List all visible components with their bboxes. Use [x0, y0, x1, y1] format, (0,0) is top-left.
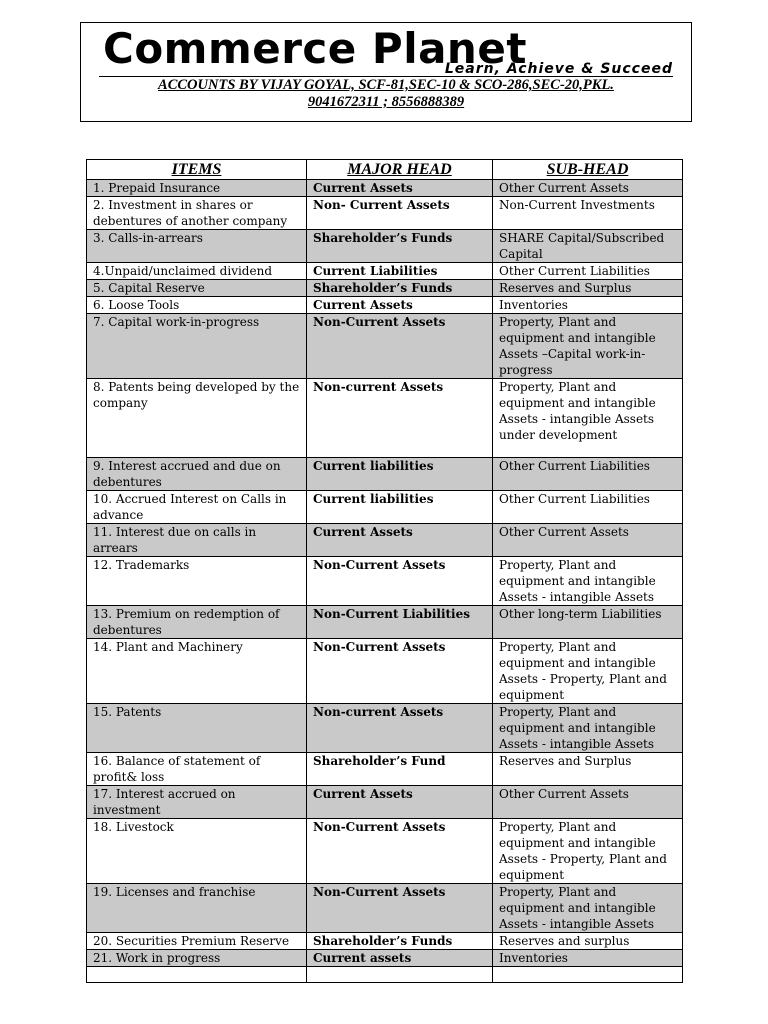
table-row	[87, 704, 683, 753]
cell-sub-head: Other Current Liabilities	[493, 263, 683, 280]
table-row	[87, 197, 683, 230]
table-row	[87, 280, 683, 297]
cell-item: 15. Patents	[87, 704, 307, 753]
table-row	[87, 967, 683, 983]
cell-major-head: Non-Current Assets	[307, 884, 493, 933]
table-row	[87, 950, 683, 967]
table-row	[87, 524, 683, 557]
cell-sub-head: Inventories	[493, 950, 683, 967]
cell-sub-head: Other Current Liabilities	[493, 458, 683, 491]
cell-major-head: Current assets	[307, 950, 493, 967]
cell-sub-head: Property, Plant and equipment and intangible Assets –Capital work-in-progress	[493, 314, 683, 379]
cell-item: 9. Interest accrued and due on debentures	[87, 458, 307, 491]
cell-item: 3. Calls-in-arrears	[87, 230, 307, 263]
cell-major-head: Current Liabilities	[307, 263, 493, 280]
table-row	[87, 297, 683, 314]
phone-line: 9041672311 ; 8556888389	[307, 94, 465, 110]
classification-table	[86, 159, 683, 983]
cell-major-head: Current Assets	[307, 786, 493, 819]
cell-item: 14. Plant and Machinery	[87, 639, 307, 704]
cell-major-head: Current Assets	[307, 297, 493, 314]
cell-major-head: Shareholder’s Fund	[307, 753, 493, 786]
cell-item: 11. Interest due on calls in arrears	[87, 524, 307, 557]
cell-sub-head: Property, Plant and equipment and intangible Assets - intangible Assets	[493, 557, 683, 606]
cell-item: 1. Prepaid Insurance	[87, 180, 307, 197]
cell-item: 5. Capital Reserve	[87, 280, 307, 297]
brand-title: Commerce Planet	[103, 24, 527, 73]
cell-sub-head: Other long-term Liabilities	[493, 606, 683, 639]
cell-major-head: Current Assets	[307, 524, 493, 557]
cell-major-head: Shareholder’s Funds	[307, 280, 493, 297]
cell-item	[87, 967, 307, 983]
cell-item: 12. Trademarks	[87, 557, 307, 606]
table-row	[87, 263, 683, 280]
table-row	[87, 379, 683, 458]
cell-major-head: Current Assets	[307, 180, 493, 197]
cell-major-head: Non-current Assets	[307, 379, 493, 458]
cell-sub-head: Inventories	[493, 297, 683, 314]
cell-item: 2. Investment in shares or debentures of another company	[87, 197, 307, 230]
cell-sub-head: Property, Plant and equipment and intangible Assets - Property, Plant and equipment	[493, 639, 683, 704]
cell-item: 20. Securities Premium Reserve	[87, 933, 307, 950]
cell-major-head: Current liabilities	[307, 458, 493, 491]
cell-sub-head: Other Current Assets	[493, 786, 683, 819]
cell-sub-head: Property, Plant and equipment and intangible Assets - intangible Assets	[493, 704, 683, 753]
cell-major-head: Current liabilities	[307, 491, 493, 524]
table-row	[87, 933, 683, 950]
table-row	[87, 753, 683, 786]
cell-major-head: Non-Current Assets	[307, 819, 493, 884]
table-row	[87, 819, 683, 884]
table-row	[87, 458, 683, 491]
cell-major-head: Shareholder’s Funds	[307, 230, 493, 263]
cell-major-head: Non-Current Assets	[307, 639, 493, 704]
table-row	[87, 230, 683, 263]
table-row	[87, 786, 683, 819]
cell-item: 16. Balance of statement of profit& loss	[87, 753, 307, 786]
table-row	[87, 180, 683, 197]
cell-item: 7. Capital work-in-progress	[87, 314, 307, 379]
cell-major-head: Non-Current Assets	[307, 314, 493, 379]
cell-item: 13. Premium on redemption of debentures	[87, 606, 307, 639]
cell-sub-head: Other Current Assets	[493, 524, 683, 557]
column-header-major-head: MAJOR HEAD	[307, 160, 493, 180]
cell-item: 21. Work in progress	[87, 950, 307, 967]
table-row	[87, 557, 683, 606]
table-row	[87, 491, 683, 524]
address-line: ACCOUNTS BY VIJAY GOYAL, SCF-81,SEC-10 & SCO-286,SEC-20,PKL.	[158, 77, 614, 93]
cell-sub-head: Property, Plant and equipment and intangible Assets - intangible Assets under development	[493, 379, 683, 458]
cell-major-head: Non- Current Assets	[307, 197, 493, 230]
cell-sub-head: Reserves and surplus	[493, 933, 683, 950]
cell-sub-head: SHARE Capital/Subscribed Capital	[493, 230, 683, 263]
cell-item: 8. Patents being developed by the company	[87, 379, 307, 458]
table-row	[87, 314, 683, 379]
table-row	[87, 639, 683, 704]
cell-major-head: Non-Current Assets	[307, 557, 493, 606]
column-header-items: ITEMS	[87, 160, 307, 180]
cell-sub-head: Reserves and Surplus	[493, 753, 683, 786]
letterhead	[80, 22, 692, 122]
cell-sub-head: Non-Current Investments	[493, 197, 683, 230]
cell-major-head: Non-Current Liabilities	[307, 606, 493, 639]
cell-item: 4.Unpaid/unclaimed dividend	[87, 263, 307, 280]
cell-sub-head	[493, 967, 683, 983]
cell-major-head	[307, 967, 493, 983]
cell-sub-head: Property, Plant and equipment and intangible Assets - Property, Plant and equipment	[493, 819, 683, 884]
cell-item: 17. Interest accrued on investment	[87, 786, 307, 819]
cell-item: 6. Loose Tools	[87, 297, 307, 314]
table-header-row	[87, 160, 683, 180]
cell-sub-head: Property, Plant and equipment and intangible Assets - intangible Assets	[493, 884, 683, 933]
cell-sub-head: Other Current Liabilities	[493, 491, 683, 524]
cell-item: 10. Accrued Interest on Calls in advance	[87, 491, 307, 524]
table-row	[87, 606, 683, 639]
cell-item: 18. Livestock	[87, 819, 307, 884]
cell-sub-head: Other Current Assets	[493, 180, 683, 197]
cell-sub-head: Reserves and Surplus	[493, 280, 683, 297]
cell-major-head: Shareholder’s Funds	[307, 933, 493, 950]
table-body	[87, 180, 683, 983]
table-row	[87, 884, 683, 933]
cell-major-head: Non-current Assets	[307, 704, 493, 753]
cell-item: 19. Licenses and franchise	[87, 884, 307, 933]
brand-tagline: Learn, Achieve & Succeed	[444, 61, 673, 77]
column-header-sub-head: SUB-HEAD	[493, 160, 683, 180]
